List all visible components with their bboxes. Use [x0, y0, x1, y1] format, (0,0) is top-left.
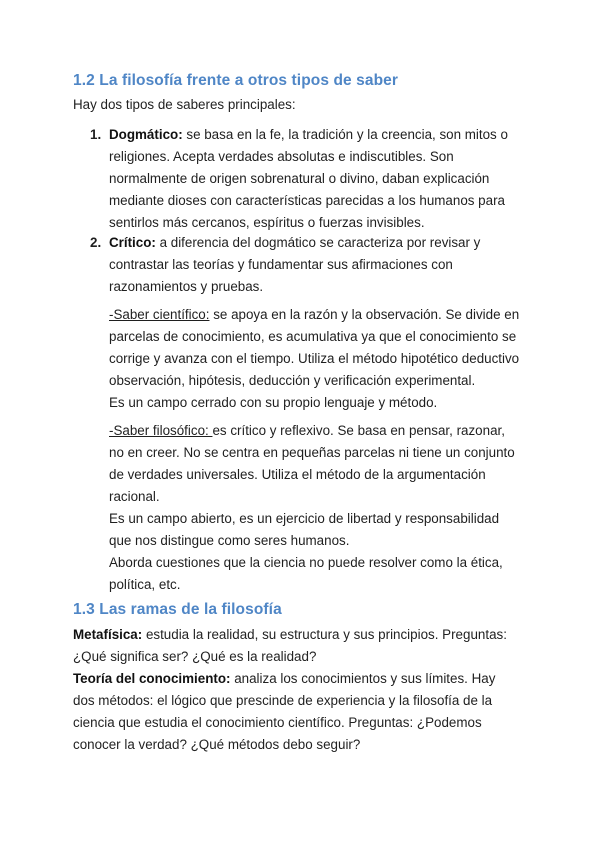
- label-saber-cientifico: -Saber científico:: [109, 307, 210, 322]
- term-metafisica: Metafísica:: [73, 627, 143, 642]
- section-heading-1-3: 1.3 Las ramas de la filosofía: [73, 601, 282, 618]
- term-teoria-conocimiento: Teoría del conocimiento:: [73, 671, 231, 686]
- list-item-critico: Crítico: a diferencia del dogmático se caracteriza por revisar y contrastar las teorías y fundamentar sus afirmaciones con razonamientos y pruebas.: [109, 235, 481, 294]
- list-number-1: 1.: [90, 127, 102, 142]
- term-critico: Crítico:: [109, 235, 156, 250]
- metafisica-paragraph: Metafísica: estudia la realidad, su estructura y sus principios. Preguntas: ¿Qué significa ser? ¿Qué es la realidad?: [73, 627, 507, 664]
- saber-cientifico-block: -Saber científico: se apoya en la razón y la observación. Se divide en parcelas de conocimiento, es acumulativa ya que el conocimiento se corrige y avanza con el tiempo. Utiliza el método hipotético deductivo observación, hipótesis, deducción y verificación experimental. Es un campo cerrado con su propio lenguaje y método.: [109, 307, 520, 410]
- saber-filosofico-block: -Saber filosófico: es crítico y reflexivo. Se basa en pensar, razonar, no en creer. No se centra en pequeñas parcelas ni tiene un conjunto de verdades universales. Utiliza el método de la argumentación racional. Es un campo abierto, es un ejercicio de libertad y responsabilidad que nos distingue como seres humanos. Aborda cuestiones que la ciencia no puede resolver como la ética, política, etc.: [109, 423, 515, 592]
- section-heading-1-2: 1.2 La filosofía frente a otros tipos de saber: [73, 72, 399, 89]
- list-item-dogmatico: Dogmático: se basa en la fe, la tradición y la creencia, son mitos o religiones. Acepta verdades absolutas e indiscutibles. Son normalmente de origen sobrenatural o divino, daban explicación mediante dioses con características parecidas a los humanos para sentirlos más cercanos, espíritus o fuerzas invisibles.: [109, 127, 508, 230]
- intro-text: Hay dos tipos de saberes principales:: [73, 97, 296, 112]
- list-number-2: 2.: [90, 235, 102, 250]
- term-dogmatico: Dogmático:: [109, 127, 183, 142]
- label-saber-filosofico: -Saber filosófico:: [109, 423, 213, 438]
- teoria-conocimiento-paragraph: Teoría del conocimiento: analiza los conocimientos y sus límites. Hay dos métodos: el lógico que prescinde de experiencia y la filosofía de la ciencia que estudia el conocimiento científico. Preguntas: ¿Podemos conocer la verdad? ¿Qué métodos debo seguir?: [73, 671, 496, 752]
